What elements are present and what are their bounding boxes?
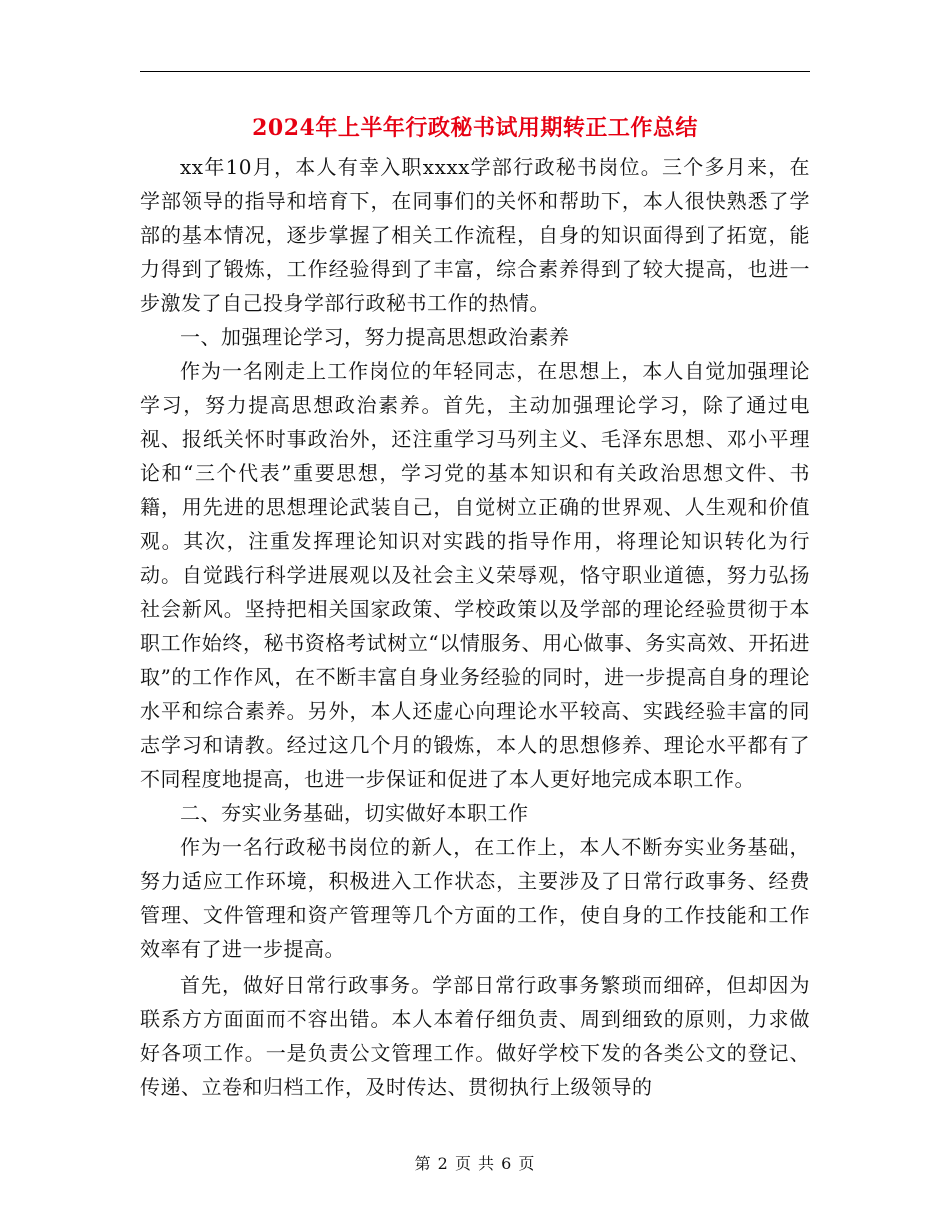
section-heading-1: 一、加强理论学习，努力提高思想政治素养 xyxy=(180,325,570,349)
paragraph-business-foundation: 作为一名行政秘书岗位的新人，在工作上，本人不断夯实业务基础，努力适应工作环境，积极进入工作状态，主要涉及了日常行政事务、经费管理、文件管理和资产管理等几个方面的工作，使自身的工作技能和工作效率有了进一步提高。 xyxy=(140,835,810,961)
section-heading-2: 二、夯实业务基础，切实做好本职工作 xyxy=(180,801,529,825)
header-rule xyxy=(140,71,810,72)
paragraph-daily-affairs: 首先，做好日常行政事务。学部日常行政事务繁琐而细碎，但却因为联系方方面面而不容出错。本人本着仔细负责、周到细致的原则，力求做好各项工作。一是负责公文管理工作。做好学校下发的各类公文的登记、传递、立卷和归档工作，及时传达、贯彻执行上级领导的 xyxy=(140,973,810,1099)
paragraph-intro: xx年10月，本人有幸入职xxxx学部行政秘书岗位。三个多月来，在学部领导的指导和培育下，在同事们的关怀和帮助下，本人很快熟悉了学部的基本情况，逐步掌握了相关工作流程，自身的知识面得到了拓宽，能力得到了锻炼，工作经验得到了丰富，综合素养得到了较大提高，也进一步激发了自己投身学部行政秘书工作的热情。 xyxy=(140,155,810,315)
document-body xyxy=(140,150,810,1104)
document-title: 2024年上半年行政秘书试用期转正工作总结 xyxy=(252,115,698,141)
page-number: 第 2 页 共 6 页 xyxy=(414,1154,536,1173)
paragraph-theory-study: 作为一名刚走上工作岗位的年轻同志，在思想上，本人自觉加强理论学习，努力提高思想政治素养。首先，主动加强理论学习，除了通过电视、报纸关怀时事政治外，还注重学习马列主义、毛泽东思想、邓小平理论和“三个代表”重要思想，学习党的基本知识和有关政治思想文件、书籍，用先进的思想理论武装自己，自觉树立正确的世界观、人生观和价值观。其次，注重发挥理论知识对实践的指导作用，将理论知识转化为行动。自觉践行科学进展观以及社会主义荣辱观，恪守职业道德，努力弘扬社会新风。坚持把相关国家政策、学校政策以及学部的理论经验贯彻于本职工作始终，秘书资格考试树立“以情服务、用心做事、务实高效、开拓进取”的工作作风，在不断丰富自身业务经验的同时，进一步提高自身的理论水平和综合素养。另外，本人还虚心向理论水平较高、实践经验丰富的同志学习和请教。经过这几个月的锻炼，本人的思想修养、理论水平都有了不同程度地提高，也进一步保证和促进了本人更好地完成本职工作。 xyxy=(140,359,810,791)
